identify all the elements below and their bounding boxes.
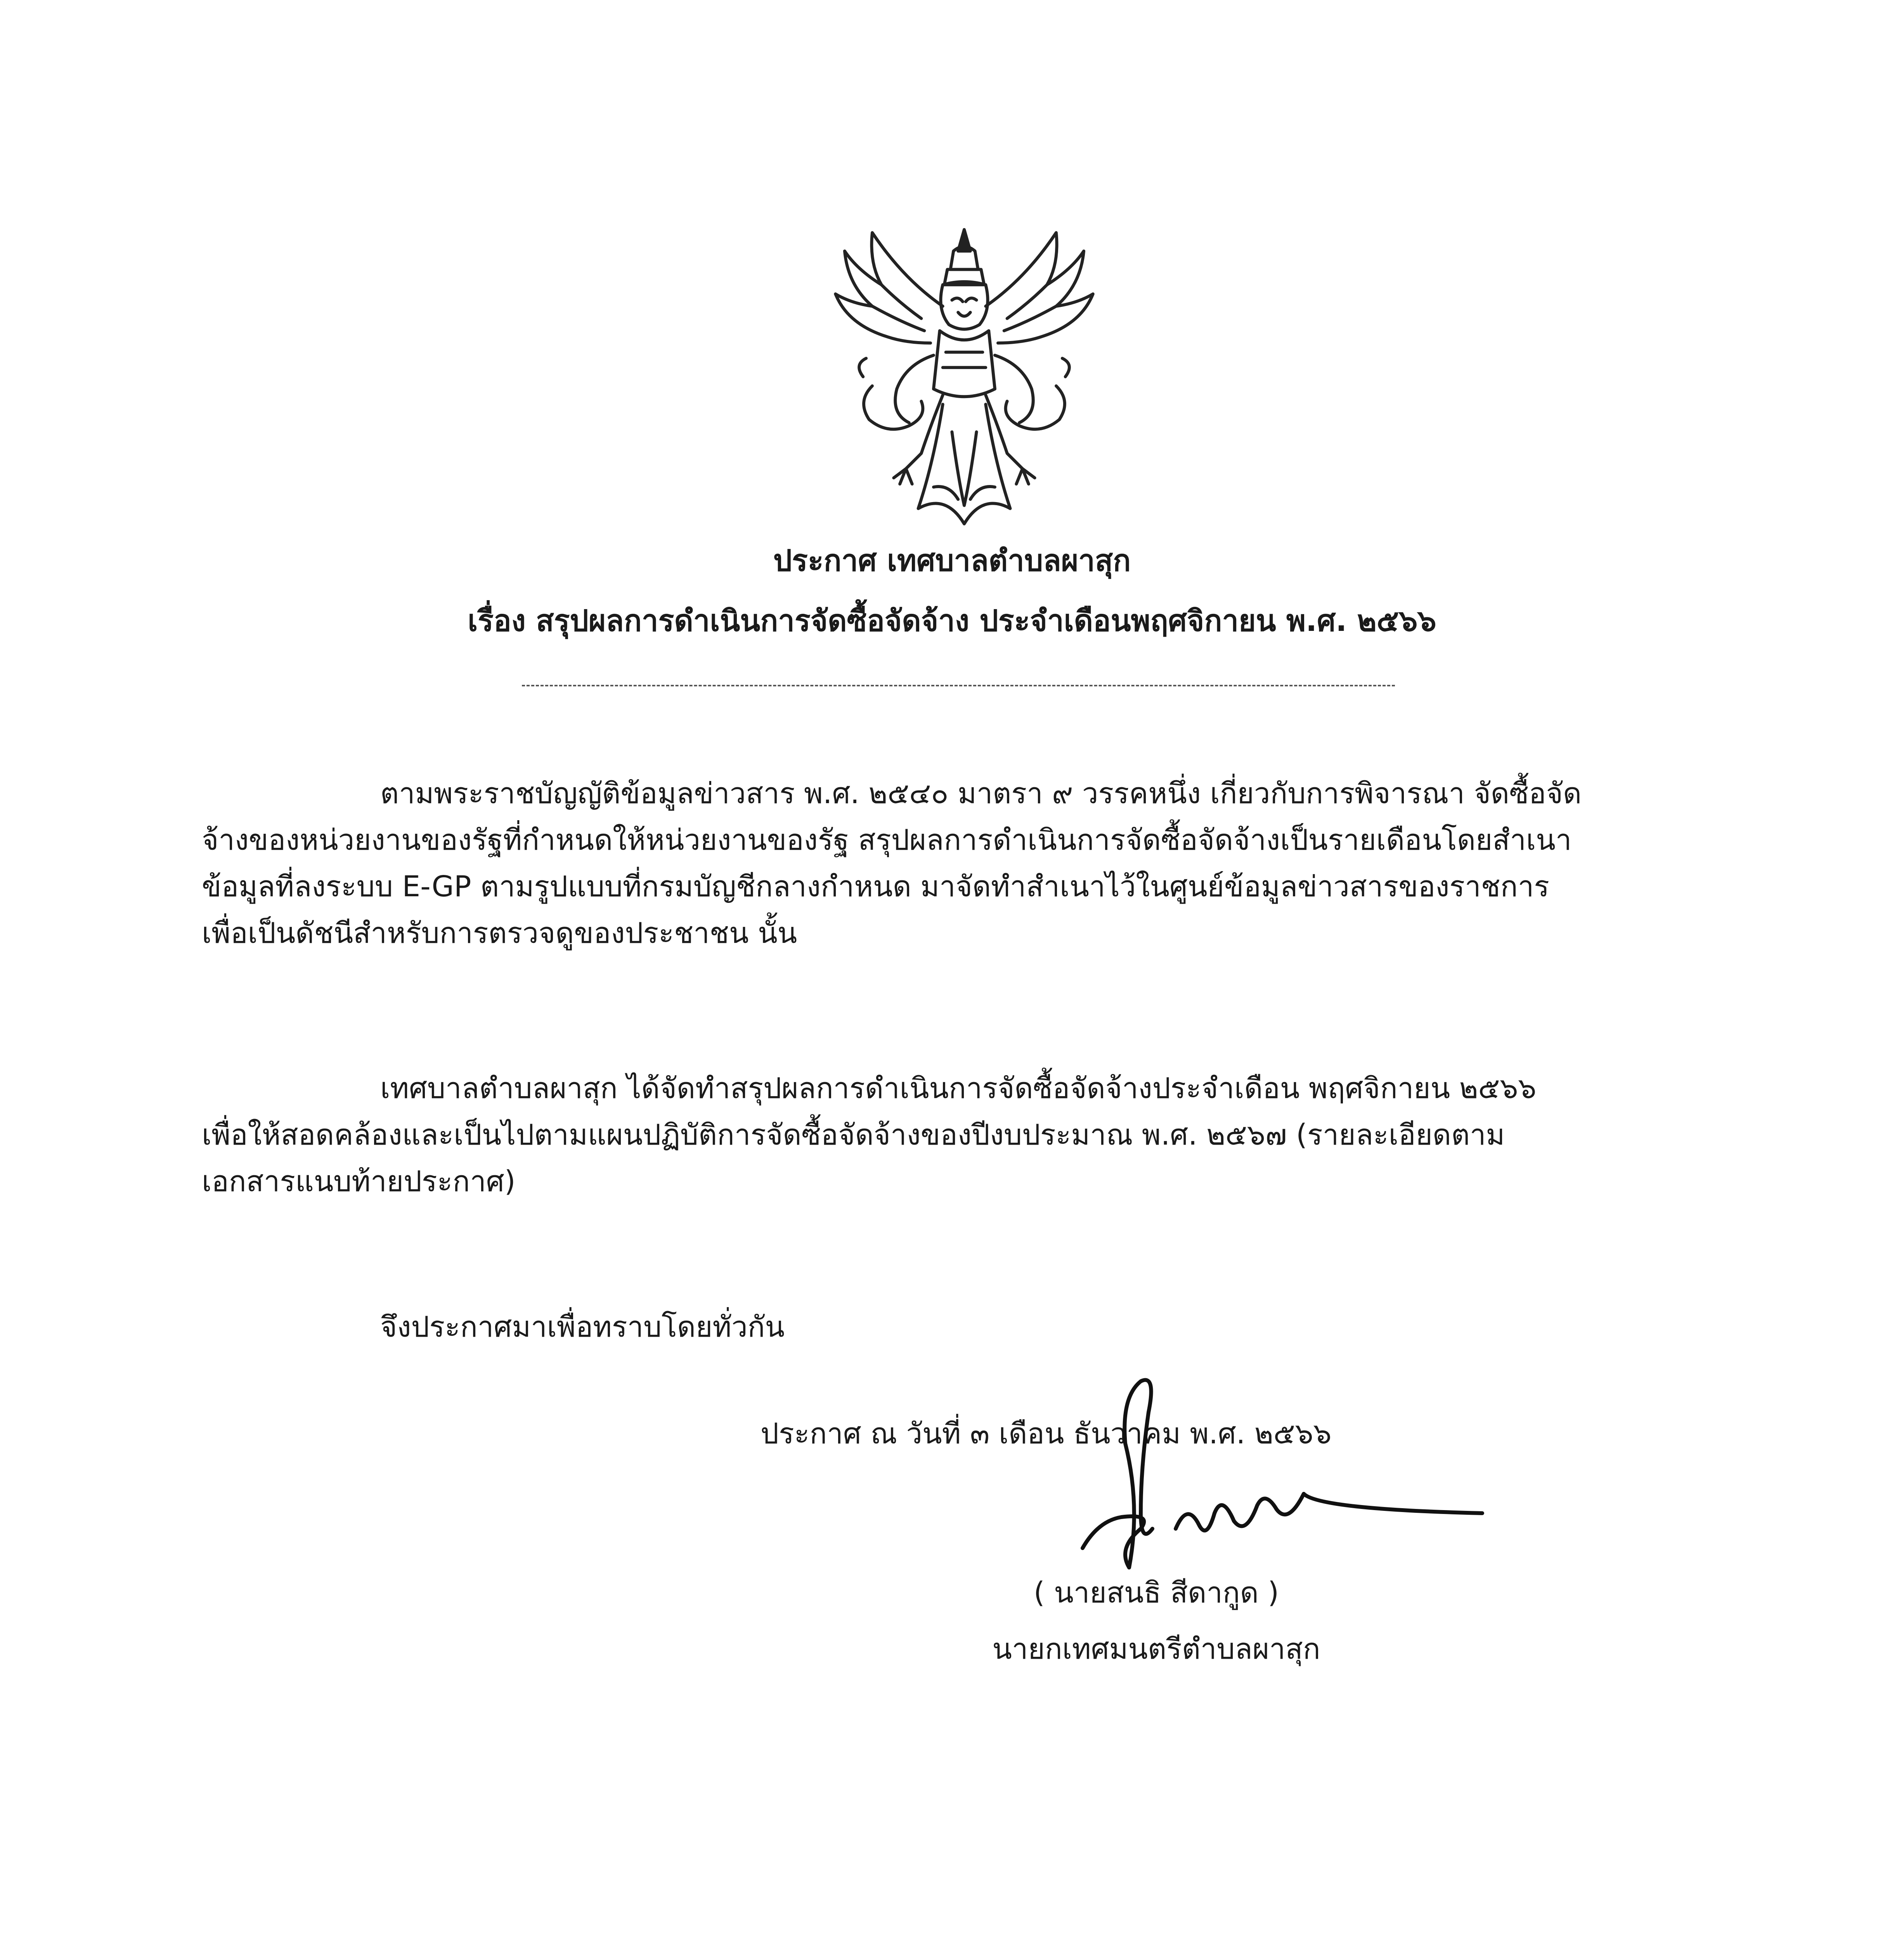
signer-position: นายกเทศมนตรีตำบลผาสุก	[992, 1632, 1320, 1666]
handwritten-signature-icon	[1024, 1366, 1502, 1583]
body-paragraph-3	[202, 1304, 1715, 1350]
paragraph-2-line: เพื่อให้สอดคล้องและเป็นไปตามแผนปฏิบัติการจัดซื้อจัดจ้างของปีงบประมาณ พ.ศ. ๒๕๖๗ (รายละเอียดตาม	[202, 1118, 1505, 1152]
title-divider	[522, 685, 1395, 686]
announcement-subject: เรื่อง สรุปผลการดำเนินการจัดซื้อจัดจ้าง ประจำเดือนพฤศจิกายน พ.ศ. ๒๕๖๖	[468, 603, 1436, 638]
paragraph-1-line: เพื่อเป็นดัชนีสำหรับการตรวจดูของประชาชน นั้น	[202, 916, 797, 950]
paragraph-1-line: จ้างของหน่วยงานของรัฐที่กำหนดให้หน่วยงานของรัฐ สรุปผลการดำเนินการจัดซื้อจัดจ้างเป็นรายเดือนโดยสำเนา	[202, 823, 1572, 857]
signer-name: ( นายสนธิ สีดากูด )	[1033, 1576, 1279, 1609]
announcement-title: ประกาศ เทศบาลตำบลผาสุก	[773, 543, 1131, 578]
garuda-emblem-icon	[811, 217, 1117, 532]
paragraph-1-line: ตามพระราชบัญญัติข้อมูลข่าวสาร พ.ศ. ๒๕๔๐ มาตรา ๙ วรรคหนึ่ง เกี่ยวกับการพิจารณา จัดซื้อจัด	[380, 777, 1582, 810]
paragraph-1-line: ข้อมูลที่ลงระบบ E-GP ตามรูปแบบที่กรมบัญชีกลางกำหนด มาจัดทำสำเนาไว้ในศูนย์ข้อมูลข่าวสารของราชการ	[202, 870, 1550, 903]
body-paragraph-2	[202, 1065, 1715, 1205]
paragraph-2-line: เอกสารแนบท้ายประกาศ)	[202, 1165, 516, 1198]
closing-line: จึงประกาศมาเพื่อทราบโดยทั่วกัน	[380, 1310, 785, 1344]
body-paragraph-1	[202, 770, 1715, 956]
paragraph-2-line: เทศบาลตำบลผาสุก ได้จัดทำสรุปผลการดำเนินการจัดซื้อจัดจ้างประจำเดือน พฤศจิกายน ๒๕๖๖	[380, 1072, 1537, 1105]
announcement-date: ประกาศ ณ วันที่ ๓ เดือน ธันวาคม พ.ศ. ๒๕๖๖	[761, 1417, 1332, 1450]
